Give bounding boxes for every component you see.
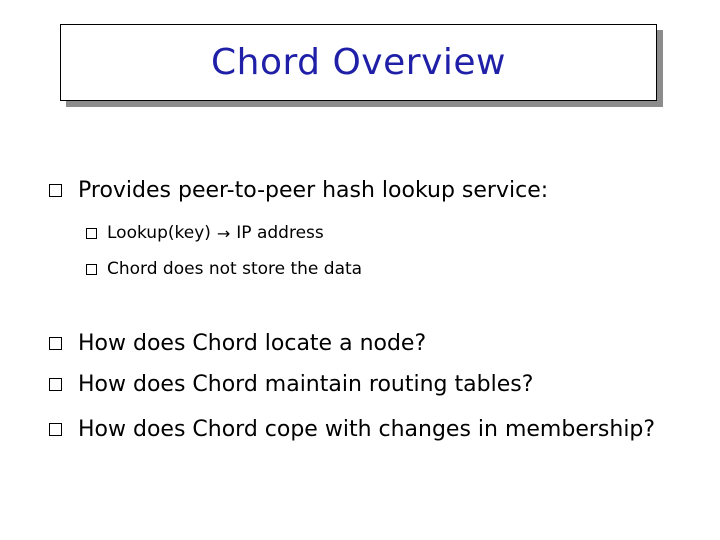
slide-title: Chord Overview [211, 42, 506, 83]
bullet-item-locate [49, 331, 426, 356]
bullet-text: How does Chord locate a node? [78, 331, 427, 356]
sub-bullet-text-ip-address: IP address [236, 223, 324, 243]
hollow-square-bullet-icon [49, 378, 62, 391]
sub-bullet-item-lookup [86, 223, 324, 243]
hollow-square-bullet-icon [49, 423, 62, 436]
sub-bullet-text: Chord does not store the data [107, 259, 363, 279]
hollow-square-bullet-icon [49, 337, 62, 350]
hollow-square-bullet-icon [86, 264, 97, 275]
bullet-item-membership [49, 417, 655, 442]
bullet-text: Provides peer-to-peer hash lookup service: [78, 178, 549, 203]
hollow-square-bullet-icon [49, 184, 62, 197]
bullet-item-provides [49, 178, 548, 203]
title-box [60, 24, 657, 101]
bullet-text: How does Chord cope with changes in membership? [78, 417, 656, 442]
right-arrow-icon: → [216, 223, 231, 243]
sub-bullet-text-lookup-key: Lookup(key) [107, 223, 211, 243]
bullet-item-routing [49, 372, 533, 397]
bullet-text: How does Chord maintain routing tables? [78, 372, 534, 397]
hollow-square-bullet-icon [86, 228, 97, 239]
sub-bullet-item-store [86, 259, 362, 279]
